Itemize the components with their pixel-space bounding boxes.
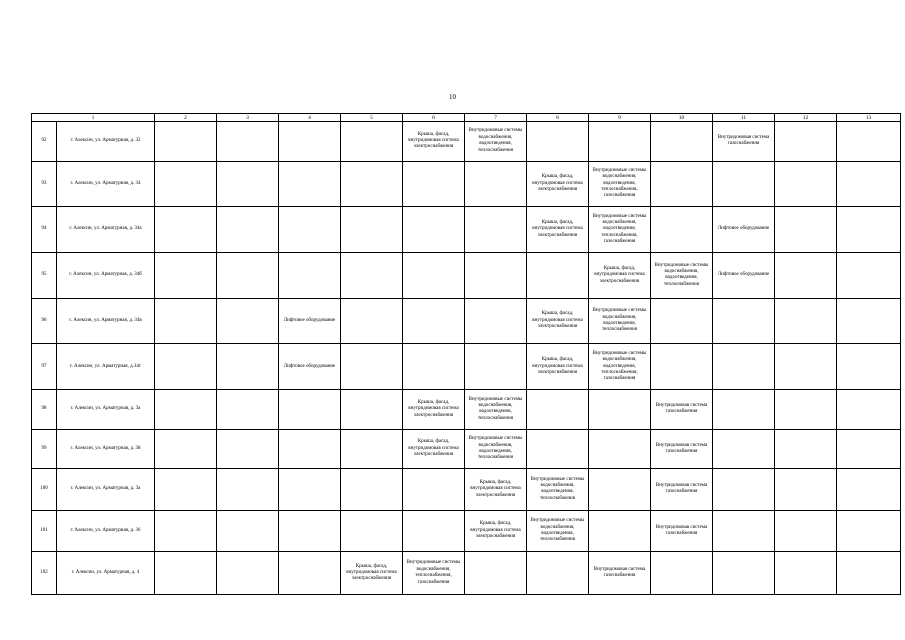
- address-cell: г. Алексин, ул. Арматурная, д. 38: [57, 429, 155, 469]
- empty-cell: [279, 510, 341, 552]
- empty-cell: [837, 161, 901, 207]
- empty-cell: [589, 429, 651, 469]
- work-cell: Внутридомовые системы водоснабжения, водоотведения, теплоснабжения: [589, 298, 651, 344]
- empty-cell: [837, 344, 901, 390]
- empty-cell: [217, 252, 279, 298]
- empty-cell: [775, 207, 837, 253]
- address-cell: г. Алексин, ул. Арматурная, д. 4: [57, 552, 155, 595]
- empty-cell: [279, 207, 341, 253]
- empty-cell: [155, 207, 217, 253]
- row-number: 98: [32, 390, 57, 430]
- empty-cell: [341, 344, 403, 390]
- empty-cell: [279, 122, 341, 162]
- empty-cell: [217, 344, 279, 390]
- repair-schedule-table: [31, 113, 901, 595]
- empty-cell: [465, 161, 527, 207]
- empty-cell: [341, 390, 403, 430]
- table-row: [32, 469, 901, 511]
- row-number: 99: [32, 429, 57, 469]
- column-header: 9: [589, 114, 651, 122]
- work-cell: Внутридомовые системы водоснабжения, водоотведения, теплоснабжения, газоснабжения: [589, 161, 651, 207]
- empty-cell: [713, 510, 775, 552]
- table-row: [32, 390, 901, 430]
- work-cell: Крыша, фасад, внутридомовая система электроснабжения: [527, 344, 589, 390]
- empty-cell: [651, 161, 713, 207]
- empty-cell: [217, 207, 279, 253]
- empty-cell: [713, 429, 775, 469]
- address-cell: г. Алексин, ул. Арматурная, д. 34а: [57, 207, 155, 253]
- empty-cell: [155, 429, 217, 469]
- row-number: 97: [32, 344, 57, 390]
- empty-cell: [403, 510, 465, 552]
- empty-cell: [713, 390, 775, 430]
- empty-cell: [279, 390, 341, 430]
- empty-cell: [155, 552, 217, 595]
- address-cell: г. Алексин, ул. Арматурная, д. 3а: [57, 390, 155, 430]
- empty-cell: [279, 429, 341, 469]
- row-number: 94: [32, 207, 57, 253]
- empty-cell: [341, 252, 403, 298]
- address-cell: г. Алексин, ул. Арматурная, д. 36: [57, 510, 155, 552]
- empty-cell: [403, 469, 465, 511]
- empty-cell: [837, 252, 901, 298]
- empty-cell: [589, 469, 651, 511]
- empty-cell: [279, 469, 341, 511]
- column-header: 4: [279, 114, 341, 122]
- row-number: 102: [32, 552, 57, 595]
- column-header: 8: [527, 114, 589, 122]
- table-row: [32, 161, 901, 207]
- empty-cell: [589, 510, 651, 552]
- empty-cell: [155, 122, 217, 162]
- empty-cell: [775, 298, 837, 344]
- work-cell: Лифтовое оборудование: [713, 207, 775, 253]
- empty-cell: [713, 298, 775, 344]
- row-number: 93: [32, 161, 57, 207]
- work-cell: Внутридомовая система газоснабжения: [651, 390, 713, 430]
- page-number: 10: [449, 93, 456, 101]
- empty-cell: [155, 161, 217, 207]
- empty-cell: [279, 252, 341, 298]
- empty-cell: [155, 298, 217, 344]
- empty-cell: [217, 122, 279, 162]
- empty-cell: [527, 429, 589, 469]
- empty-cell: [155, 390, 217, 430]
- empty-cell: [527, 252, 589, 298]
- column-header: 13: [837, 114, 901, 122]
- table-row: [32, 344, 901, 390]
- table-row: [32, 122, 901, 162]
- empty-cell: [651, 344, 713, 390]
- empty-cell: [217, 510, 279, 552]
- address-cell: г. Алексин, ул. Арматурная, д. 3а: [57, 469, 155, 511]
- empty-cell: [837, 390, 901, 430]
- work-cell: Крыша, фасад, внутридомовая система электроснабжения: [527, 298, 589, 344]
- empty-cell: [279, 161, 341, 207]
- row-number: 96: [32, 298, 57, 344]
- empty-cell: [651, 298, 713, 344]
- address-cell: г. Алексин, ул. Арматурная, д. 34в: [57, 298, 155, 344]
- empty-cell: [527, 390, 589, 430]
- column-header: 3: [217, 114, 279, 122]
- empty-cell: [403, 161, 465, 207]
- empty-cell: [403, 252, 465, 298]
- empty-cell: [713, 161, 775, 207]
- empty-cell: [651, 122, 713, 162]
- empty-cell: [341, 207, 403, 253]
- work-cell: Внутридомовые системы водоснабжения, водоотведения, теплоснабжения: [651, 252, 713, 298]
- work-cell: Внутридомовые системы водоснабжения, водоотведения, теплоснабжения: [465, 429, 527, 469]
- address-cell: г. Алексин, ул. Арматурная, д. 32: [57, 122, 155, 162]
- work-cell: Крыша, фасад, внутридомовая система электроснабжения: [527, 161, 589, 207]
- work-cell: Внутридомовые системы водоснабжения, водоотведения, теплоснабжения: [527, 469, 589, 511]
- work-cell: Крыша, фасад, внутридомовая система электроснабжения: [527, 207, 589, 253]
- work-cell: Крыша, фасад, внутридомовая система электроснабжения: [465, 469, 527, 511]
- work-cell: Внутридомовая система газоснабжения: [713, 122, 775, 162]
- work-cell: Крыша, фасад, внутридомовая система электроснабжения: [403, 429, 465, 469]
- empty-cell: [341, 161, 403, 207]
- column-header: 6: [403, 114, 465, 122]
- empty-cell: [217, 298, 279, 344]
- work-cell: Лифтовое оборудование: [279, 344, 341, 390]
- work-cell: Внутридомовая система газоснабжения: [651, 469, 713, 511]
- empty-cell: [341, 510, 403, 552]
- work-cell: Внутридомовая система газоснабжения: [651, 429, 713, 469]
- work-cell: Крыша, фасад, внутридомовая система электроснабжения: [465, 510, 527, 552]
- row-number: 101: [32, 510, 57, 552]
- empty-cell: [775, 390, 837, 430]
- empty-cell: [589, 390, 651, 430]
- empty-cell: [217, 552, 279, 595]
- empty-cell: [651, 207, 713, 253]
- empty-cell: [713, 552, 775, 595]
- empty-cell: [837, 298, 901, 344]
- empty-cell: [341, 469, 403, 511]
- empty-cell: [403, 298, 465, 344]
- empty-cell: [837, 552, 901, 595]
- empty-cell: [837, 429, 901, 469]
- empty-cell: [527, 552, 589, 595]
- work-cell: Лифтовое оборудование: [713, 252, 775, 298]
- empty-cell: [465, 344, 527, 390]
- empty-cell: [155, 510, 217, 552]
- row-number: 100: [32, 469, 57, 511]
- address-cell: г. Алексин, ул. Арматурная, д. 34б: [57, 252, 155, 298]
- work-cell: Внутридомовые системы водоснабжения, водоотведения, теплоснабжения, газоснабжения: [589, 207, 651, 253]
- empty-cell: [837, 122, 901, 162]
- table-row: [32, 252, 901, 298]
- empty-cell: [775, 552, 837, 595]
- work-cell: Внутридомовые системы водоснабжения, водоотведения, теплоснабжения, газоснабжения: [589, 344, 651, 390]
- empty-cell: [155, 469, 217, 511]
- work-cell: Крыша, фасад, внутридомовая система электроснабжения: [403, 390, 465, 430]
- table-row: [32, 298, 901, 344]
- empty-cell: [775, 510, 837, 552]
- column-number-row: [32, 114, 901, 122]
- column-header: 2: [155, 114, 217, 122]
- work-cell: Внутридомовые системы водоснабжения, теплоснабжения, газоснабжения: [403, 552, 465, 595]
- column-header: 1: [32, 114, 155, 122]
- table-row: [32, 552, 901, 595]
- empty-cell: [403, 344, 465, 390]
- empty-cell: [465, 252, 527, 298]
- address-cell: г. Алексин, ул. Арматурная, д.34г: [57, 344, 155, 390]
- empty-cell: [775, 252, 837, 298]
- empty-cell: [341, 122, 403, 162]
- work-cell: Крыша, фасад, внутридомовая система электроснабжения: [341, 552, 403, 595]
- empty-cell: [217, 469, 279, 511]
- empty-cell: [527, 122, 589, 162]
- column-header: 5: [341, 114, 403, 122]
- empty-cell: [713, 344, 775, 390]
- row-number: 95: [32, 252, 57, 298]
- work-cell: Внутридомовые системы водоснабжения, водоотведения, теплоснабжения: [465, 390, 527, 430]
- empty-cell: [837, 469, 901, 511]
- work-cell: Внутридомовые системы водоснабжения, водоотведения, теплоснабжения: [465, 122, 527, 162]
- column-header: 10: [651, 114, 713, 122]
- empty-cell: [341, 429, 403, 469]
- empty-cell: [589, 122, 651, 162]
- empty-cell: [217, 429, 279, 469]
- empty-cell: [775, 469, 837, 511]
- empty-cell: [217, 161, 279, 207]
- table-row: [32, 429, 901, 469]
- empty-cell: [465, 298, 527, 344]
- work-cell: Внутридомовая система газоснабжения: [589, 552, 651, 595]
- row-number: 92: [32, 122, 57, 162]
- empty-cell: [775, 429, 837, 469]
- work-cell: Крыша, фасад, внутридомовая система электроснабжения: [403, 122, 465, 162]
- empty-cell: [155, 344, 217, 390]
- work-cell: Лифтовое оборудование: [279, 298, 341, 344]
- empty-cell: [775, 122, 837, 162]
- column-header: 12: [775, 114, 837, 122]
- empty-cell: [217, 390, 279, 430]
- empty-cell: [403, 207, 465, 253]
- empty-cell: [775, 161, 837, 207]
- empty-cell: [651, 552, 713, 595]
- empty-cell: [713, 469, 775, 511]
- work-cell: Крыша, фасад, внутридомовая система электроснабжения: [589, 252, 651, 298]
- table-row: [32, 207, 901, 253]
- empty-cell: [465, 207, 527, 253]
- empty-cell: [279, 552, 341, 595]
- column-header: 7: [465, 114, 527, 122]
- table-row: [32, 510, 901, 552]
- work-cell: Внутридомовая система газоснабжения: [651, 510, 713, 552]
- empty-cell: [155, 252, 217, 298]
- column-header: 11: [713, 114, 775, 122]
- work-cell: Внутридомовые системы водоснабжения, водоотведения, теплоснабжения: [527, 510, 589, 552]
- empty-cell: [837, 510, 901, 552]
- empty-cell: [837, 207, 901, 253]
- empty-cell: [465, 552, 527, 595]
- empty-cell: [775, 344, 837, 390]
- empty-cell: [341, 298, 403, 344]
- address-cell: г. Алексин, ул. Арматурная, д. 34: [57, 161, 155, 207]
